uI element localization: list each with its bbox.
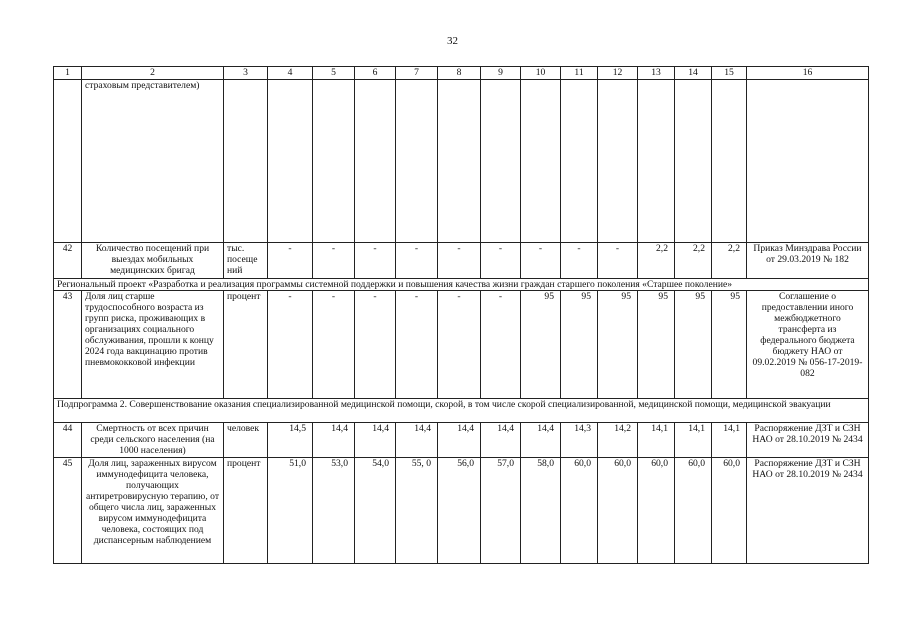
- indicator-table: [53, 66, 869, 564]
- value-cell: [396, 80, 438, 243]
- value-cell: -: [438, 243, 481, 279]
- value-cell: -: [438, 291, 481, 399]
- page-number: 32: [447, 35, 458, 47]
- value-cell: 53,0: [313, 458, 355, 564]
- row-number-cell: 44: [54, 423, 82, 458]
- value-cell: 58,0: [521, 458, 561, 564]
- value-cell: [561, 80, 598, 243]
- indicator-name-cell: Доля лиц, зараженных вирусом иммунодефицита человека, получающих антиретровирусную терапию, от общего числа лиц, зараженных вирусом иммунодефицита человека, состоящих под диспансерным наблюдением: [82, 458, 224, 564]
- value-cell: -: [561, 243, 598, 279]
- value-cell: 14,1: [675, 423, 712, 458]
- value-cell: 54,0: [355, 458, 396, 564]
- value-cell: 14,4: [521, 423, 561, 458]
- source-document-cell: Распоряжение ДЗТ и СЗН НАО от 28.10.2019 № 2434: [747, 458, 869, 564]
- value-cell: 55, 0: [396, 458, 438, 564]
- value-cell: -: [396, 243, 438, 279]
- value-cell: 56,0: [438, 458, 481, 564]
- header-cell: 9: [481, 67, 521, 80]
- row-number-cell: 42: [54, 243, 82, 279]
- value-cell: 14,4: [355, 423, 396, 458]
- header-cell: 4: [268, 67, 313, 80]
- row-number-cell: 43: [54, 291, 82, 399]
- value-cell: 57,0: [481, 458, 521, 564]
- section-heading: Подпрограмма 2. Совершенствование оказания специализированной медицинской помощи, скорой, в том числе скорой специализированной, медицинской помощи, медицинской эвакуации: [54, 399, 869, 423]
- value-cell: 60,0: [638, 458, 675, 564]
- header-cell: 13: [638, 67, 675, 80]
- value-cell: -: [268, 291, 313, 399]
- value-cell: [438, 80, 481, 243]
- value-cell: -: [355, 243, 396, 279]
- row-number-cell: 45: [54, 458, 82, 564]
- value-cell: 95: [521, 291, 561, 399]
- value-cell: 95: [712, 291, 747, 399]
- value-cell: 51,0: [268, 458, 313, 564]
- header-cell: 12: [598, 67, 638, 80]
- value-cell: 60,0: [561, 458, 598, 564]
- unit-cell: процент: [224, 458, 268, 564]
- table-row: [54, 80, 869, 243]
- indicator-name-cell: страховым представителем): [82, 80, 224, 243]
- value-cell: -: [313, 243, 355, 279]
- row-number-cell: [54, 80, 82, 243]
- header-cell: 15: [712, 67, 747, 80]
- indicator-name-cell: Доля лиц старше трудоспособного возраста из групп риска, проживающих в организациях социального обслуживания, прошли к концу 2024 года вакцинацию против пневмококковой инфекции: [82, 291, 224, 399]
- value-cell: 95: [561, 291, 598, 399]
- value-cell: -: [396, 291, 438, 399]
- source-document-cell: [747, 80, 869, 243]
- header-row: [54, 67, 869, 80]
- unit-cell: процент: [224, 291, 268, 399]
- value-cell: [313, 80, 355, 243]
- header-cell: 1: [54, 67, 82, 80]
- value-cell: [355, 80, 396, 243]
- value-cell: [598, 80, 638, 243]
- header-cell: 6: [355, 67, 396, 80]
- table-row: [54, 458, 869, 564]
- header-cell: 16: [747, 67, 869, 80]
- value-cell: 14,4: [438, 423, 481, 458]
- section-heading-row: [54, 399, 869, 423]
- source-document-cell: Приказ Минздрава России от 29.03.2019 № 182: [747, 243, 869, 279]
- value-cell: 14,1: [638, 423, 675, 458]
- source-document-cell: Соглашение о предоставлении иного межбюджетного трансферта из федерального бюджета бюджету НАО от 09.02.2019 № 056-17-2019-082: [747, 291, 869, 399]
- value-cell: [481, 80, 521, 243]
- unit-cell: человек: [224, 423, 268, 458]
- value-cell: -: [598, 243, 638, 279]
- value-cell: 2,2: [712, 243, 747, 279]
- header-cell: 10: [521, 67, 561, 80]
- table-row: [54, 423, 869, 458]
- table-row: [54, 291, 869, 399]
- value-cell: 2,2: [675, 243, 712, 279]
- source-document-cell: Распоряжение ДЗТ и СЗН НАО от 28.10.2019 № 2434: [747, 423, 869, 458]
- table-row: [54, 243, 869, 279]
- value-cell: -: [481, 291, 521, 399]
- value-cell: 14,5: [268, 423, 313, 458]
- value-cell: 95: [598, 291, 638, 399]
- value-cell: 60,0: [712, 458, 747, 564]
- value-cell: [675, 80, 712, 243]
- header-cell: 3: [224, 67, 268, 80]
- value-cell: [521, 80, 561, 243]
- value-cell: 60,0: [675, 458, 712, 564]
- header-cell: 5: [313, 67, 355, 80]
- value-cell: -: [313, 291, 355, 399]
- value-cell: 14,4: [396, 423, 438, 458]
- value-cell: [638, 80, 675, 243]
- value-cell: -: [355, 291, 396, 399]
- value-cell: -: [481, 243, 521, 279]
- value-cell: 14,3: [561, 423, 598, 458]
- header-cell: 14: [675, 67, 712, 80]
- value-cell: -: [268, 243, 313, 279]
- value-cell: -: [521, 243, 561, 279]
- value-cell: 14,4: [481, 423, 521, 458]
- section-heading-row: [54, 279, 869, 291]
- header-cell: 8: [438, 67, 481, 80]
- indicator-name-cell: Количество посещений при выездах мобильных медицинских бригад: [82, 243, 224, 279]
- value-cell: 14,2: [598, 423, 638, 458]
- header-cell: 2: [82, 67, 224, 80]
- header-cell: 11: [561, 67, 598, 80]
- unit-cell: тыс. посеще ний: [224, 243, 268, 279]
- value-cell: 60,0: [598, 458, 638, 564]
- section-heading: Региональный проект «Разработка и реализация программы системной поддержки и повышения качества жизни граждан старшего поколения «Старшее поколение»: [54, 279, 869, 291]
- value-cell: 2,2: [638, 243, 675, 279]
- value-cell: 14,1: [712, 423, 747, 458]
- header-cell: 7: [396, 67, 438, 80]
- value-cell: [712, 80, 747, 243]
- value-cell: 95: [638, 291, 675, 399]
- value-cell: [268, 80, 313, 243]
- value-cell: 95: [675, 291, 712, 399]
- unit-cell: [224, 80, 268, 243]
- value-cell: 14,4: [313, 423, 355, 458]
- indicator-name-cell: Смертность от всех причин среди сельского населения (на 1000 населения): [82, 423, 224, 458]
